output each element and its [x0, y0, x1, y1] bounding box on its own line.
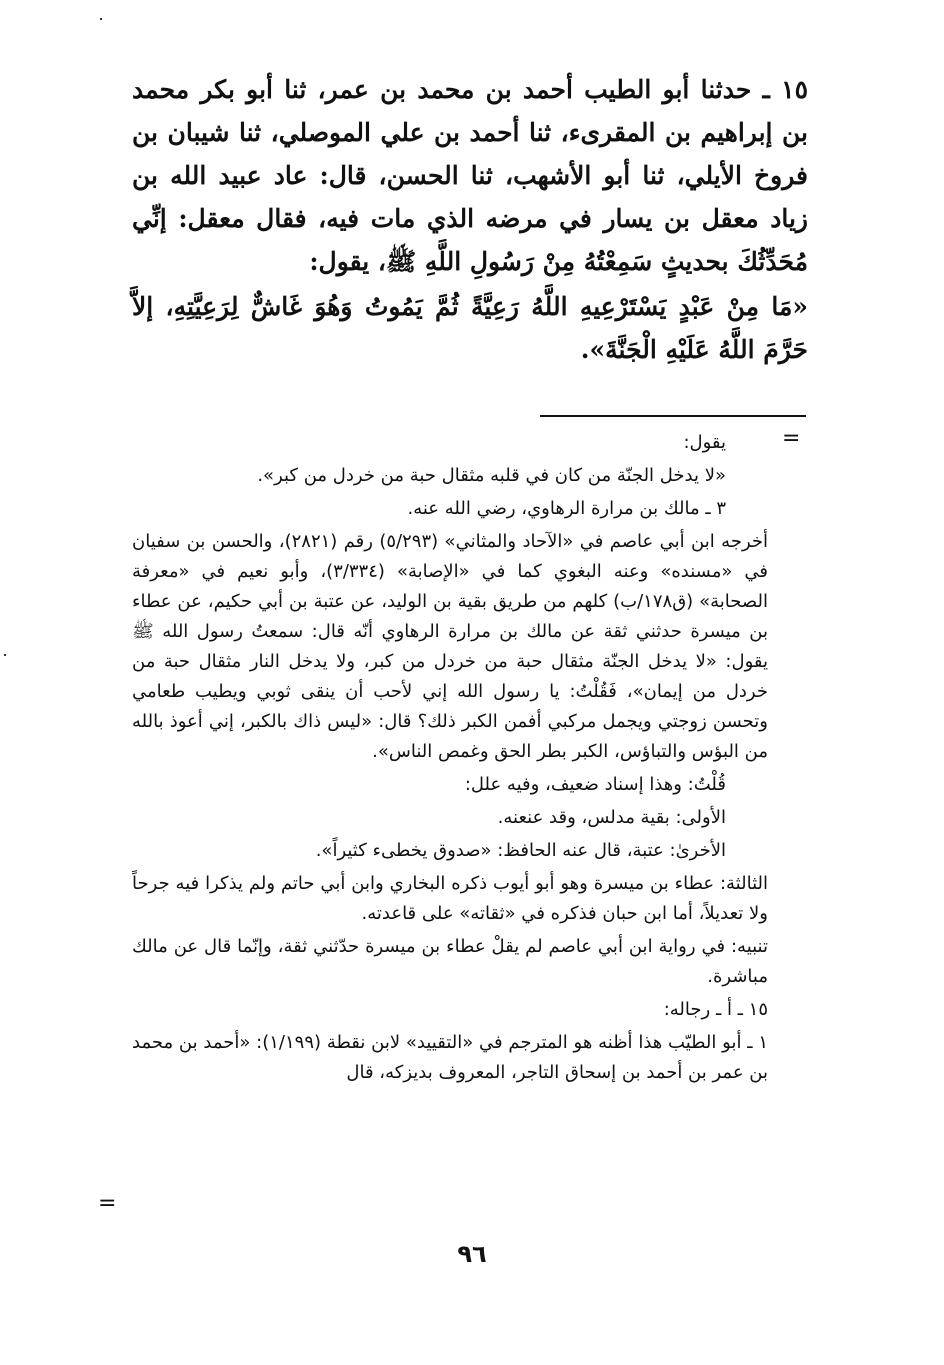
footnote-line: أخرجه ابن أبي عاصم في «الآحاد والمثاني» (٥/٢٩٣) رقم (٢٨٢١)، والحسن بن سفيان في «مسنده» وعنه البغوي كما في «الإصابة» (٣/٣٣٤)، وأبو نعيم في «معرفة الصحابة» (ق١٧٨/ب) كلهم من طريق بقية بن الوليد، عن عتبة بن أبي حكيم، عن عطاء بن ميسرة حدثني ثقة عن مالك بن مرارة الرهاوي أنّه قال: سمعتُ رسول الله ﷺ يقول: «لا يدخل الجنّة مثقال حبة من خردل من كبر، ولا يدخل النار مثقال حبة من خردل من إيمان»، فَقُلْتُ: يا رسول الله إني لأحب أن ينقى ثوبي ويطيب طعامي وتحسن زوجتي ويجمل مركبي أفمن الكبر ذلك؟ قال: «ليس ذاك بالكبر، إني أعوذ بالله من البؤس والتباؤس، الكبر بطر الحق وغمص الناس».: [132, 531, 768, 762]
scan-speck: [4, 654, 6, 656]
page-number: ٩٦: [457, 1240, 487, 1268]
footnote-line: الثالثة: عطاء بن ميسرة وهو أبو أيوب ذكره البخاري وابن أبي حاتم ولم يذكرا فيه جرحاً ولا تعديلاً، أما ابن حبان فذكره في «ثقاته» على قاعدته.: [132, 873, 768, 924]
footnote-separator: [540, 415, 806, 417]
footnote-line: ١٥ ـ أ ـ رجاله:: [663, 999, 768, 1020]
footnote-continuation-mark-bottom: =: [98, 1191, 117, 1216]
hadith-isnad-paragraph: ١٥ ـ حدثنا أبو الطيب أحمد بن محمد بن عمر، ثنا أبو بكر محمد بن إبراهيم بن المقرىء، ثنا أحمد بن علي الموصلي، ثنا شيبان بن فروخ الأيلي، ثنا أبو الأشهب، ثنا الحسن، قال: عاد عبيد الله بن زياد معقل بن يسار في مرضه الذي مات فيه، فقال معقل: إنِّي مُحَدِّثُكَ بحديثٍ سَمِعْتُهُ مِنْ رَسُولِ اللَّهِ ﷺ، يقول:: [132, 75, 808, 276]
footnotes: [132, 428, 768, 1091]
hadith-text: «مَا مِنْ عَبْدٍ يَسْتَرْعِيهِ اللَّهُ رَعِيَّةً ثُمَّ يَمُوتُ وَهُوَ غَاشٌّ لِرَعِيَّتِهِ، إلاَّ حَرَّمَ اللَّهُ عَلَيْهِ الْجَنَّةَ».: [132, 292, 808, 364]
footnote-line: الأخرىٰ: عتبة، قال عنه الحافظ: «صدوق يخطىء كثيراً».: [315, 840, 726, 861]
footnote-line: الأولى: بقية مدلس، وقد عنعنه.: [497, 807, 726, 828]
footnote-continuation-mark-top: =: [782, 426, 801, 451]
main-text: [132, 68, 808, 371]
footnote-line: يقول:: [683, 432, 726, 453]
footnote-line: «لا يدخل الجنّة من كان في قلبه مثقال حبة من خردل من كبر».: [257, 465, 726, 486]
footnote-line: ١ ـ أبو الطيّب هذا أظنه هو المترجم في «التقييد» لابن نقطة (١/١٩٩): «أحمد بن محمد بن عمر بن أحمد بن إسحاق التاجر، المعروف بديزكه، قال: [132, 1032, 769, 1083]
footnote-line: قُلْتُ: وهذا إسناد ضعيف، وفيه علل:: [464, 774, 726, 795]
footnote-line: تنبيه: في رواية ابن أبي عاصم لم يقلْ عطاء بن ميسرة حدّثني ثقة، وإنّما قال عن مالك مباشرة.: [132, 936, 768, 987]
scan-speck: [100, 18, 102, 20]
footnote-line: ٣ ـ مالك بن مرارة الرهاوي، رضي الله عنه.: [407, 498, 726, 519]
